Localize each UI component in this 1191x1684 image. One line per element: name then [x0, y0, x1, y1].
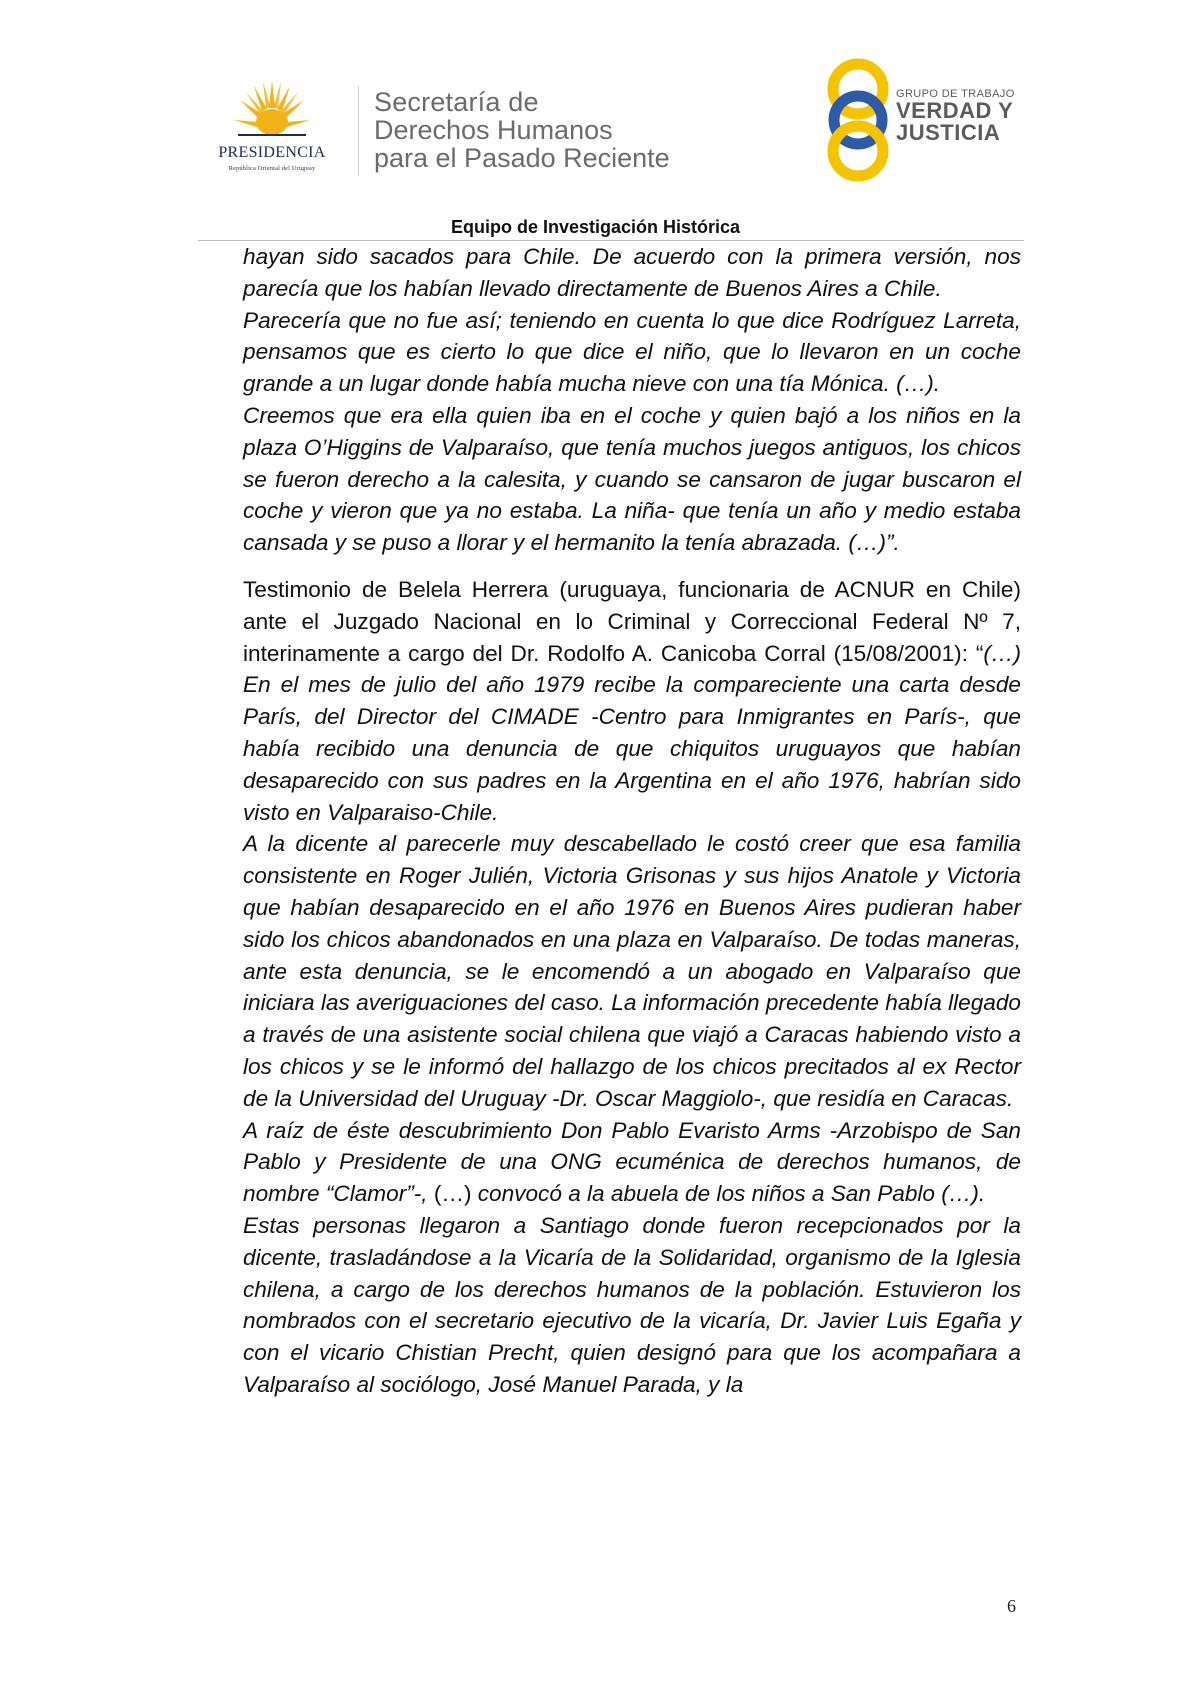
paragraph-7: Estas personas llegaron a Santiago donde fueron recepcionados por la dicente, trasladándose a la Vicaría de la Solidaridad, organismo de la Iglesia chilena, a cargo de los derechos humanos de la población. Estuvieron los nombrados con el secretario ejecutivo de la vicaría, Dr. Javier Luis Egaña y con el vicario Chistian Precht, quien designó para que los acompañara a Valparaíso al sociólogo, José Manuel Parada, y la [243, 1212, 1021, 1397]
sun-emblem-icon [234, 78, 310, 144]
linked-rings-icon [818, 58, 898, 182]
paragraph-3: Creemos que era ella quien iba en el coche y quien bajó a los niños en la plaza O’Higgins de Valparaíso, que tenía muchos juegos antiguos, los chicos se fueron derecho a la calesita, y cuando se cansaron de jugar buscaron el coche y vieron que ya no estaba. La niña- que tenía un año y medio estaba cansada y se puso a llorar y el hermanito la tenía abrazada. (…)”. [243, 402, 1021, 556]
page-number: 6 [1007, 1596, 1016, 1616]
presidencia-subtitle: República Oriental del Uruguay [228, 165, 316, 172]
paragraph-6-part-b: (…) [433, 1181, 472, 1207]
paragraph-5: A la dicente al parecerle muy descabellado le costó creer que esa familia consistente en Roger Julién, Victoria Grisonas y sus hijos Anatole y Victoria que habían desaparecido en el año 1976 en Buenos Aires pudieran haber sido los chicos abandonados en una plaza en Valparaíso. De todas maneras, ante esta denuncia, se le encomendó a un abogado en Valparaíso que iniciara las averiguaciones del caso. La información precedente había llegado a través de una asistente social chilena que viajó a Caracas habiendo visto a los chicos y se le informó del hallazgo de los chicos precitados al ex Rector de la Universidad del Uruguay -Dr. Oscar Maggiolo-, que residía en Caracas. [243, 831, 1021, 1111]
paragraph-1: hayan sido sacados para Chile. De acuerdo con la primera versión, nos parecía que los habían llevado directamente de Buenos Aires a Chile. [243, 244, 1021, 301]
grupo-de-trabajo-label: GRUPO DE TRABAJO [896, 88, 1015, 100]
secretaria-line-3: para el Pasado Reciente [374, 143, 670, 173]
verdad-label: VERDAD Y [896, 98, 1014, 123]
page-header [0, 0, 1191, 240]
testimony-intro: Testimonio de Belela Herrera (uruguaya, funcionaria de ACNUR en Chile) ante el Juzgado Nacional en lo Criminal y Correccional Federal Nº 7, interinamente a cargo del Dr. Rodolfo A. Canicoba Corral (15/08/2001): “ [243, 576, 1021, 666]
paragraph-6-part-c: convocó a la abuela de los niños a San Pablo (…). [471, 1181, 986, 1207]
presidencia-name: PRESIDENCIA [218, 144, 326, 161]
paragraph-6-part-a: A raíz de éste descubrimiento Don Pablo Evaristo Arms -Arzobispo de San Pablo y Presidente de una ONG ecuménica de derechos humanos, de nombre “Clamor”-, [243, 1117, 1021, 1207]
verdad-justicia-text [896, 88, 1015, 144]
testimony-quote-start: (…) En el mes de julio del año 1979 recibe la compareciente una carta desde París, del Director del CIMADE -Centro para Inmigrantes en París-, que había recibido una denuncia de que chiquitos uruguayos que habían desaparecido con sus padres en la Argentina en el año 1976, habrían sido visto en Valparaiso-Chile. [243, 640, 1021, 825]
team-title: Equipo de Investigación Histórica [450, 217, 741, 237]
paragraph-4 [243, 574, 1021, 828]
secretaria-line-1: Secretaría de [374, 87, 539, 117]
paragraph-2: Parecería que no fue así; teniendo en cuenta lo que dice Rodríguez Larreta, pensamos que es cierto lo que dice el niño, que lo llevaron en un coche grande a un lugar donde había mucha nieve con una tía Mónica. (…). [243, 307, 1021, 397]
secretaria-logo-text [374, 88, 670, 172]
document-body [243, 241, 1021, 1401]
presidencia-logo [196, 78, 348, 178]
justicia-label: JUSTICIA [896, 120, 1001, 145]
secretaria-line-2: Derechos Humanos [374, 115, 613, 145]
verdad-justicia-logo [818, 58, 1028, 182]
paragraph-6 [243, 1115, 1021, 1210]
logo-divider [358, 86, 359, 176]
